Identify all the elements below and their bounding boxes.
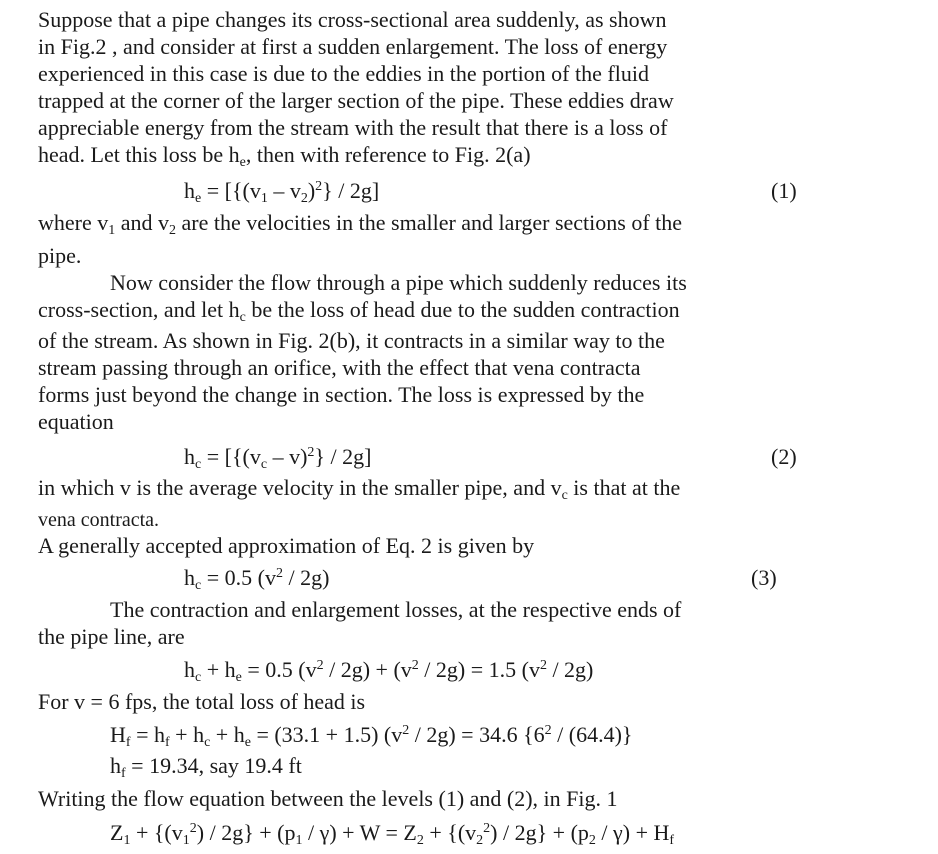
para2-line3: of the stream. As shown in Fig. 2(b), it contracts in a similar way to the	[38, 328, 665, 353]
where-line1: where $v_1$ and $v_2$ are the velocities in the smaller and larger sections of the	[38, 210, 683, 238]
para1-line5: appreciable energy from the stream with the result that there is a loss of	[38, 115, 668, 140]
for-v-line: For v = 6 fps, the total loss of head is	[38, 689, 366, 714]
writing-line: Writing the flow equation between the levels (1) and (2), in Fig. 1	[38, 786, 618, 811]
equation-5: $H_f = h_f + h_c + h_e = (33.1 + 1.5)$ $(v^2 / 2g) = 34.6$ $\{6^2 / (64.4)\}$	[110, 722, 633, 750]
equation-2: $h_c = [\{(v_c - v)^2\} / 2g]$	[184, 444, 372, 472]
inwhich-line1: in which v is the average velocity in the smaller pipe, and $v_c$ is that at the	[38, 475, 681, 503]
para1-line3: experienced in this case is due to the eddies in the portion of the fluid	[38, 61, 649, 86]
para2-line1: Now consider the flow through a pipe which suddenly reduces its	[110, 270, 687, 295]
para2-line2: cross-section, and let $h_c$ be the loss of head due to the sudden contraction	[38, 297, 680, 325]
para2-line6: equation	[38, 409, 114, 434]
equation-3-number: (3)	[751, 565, 777, 590]
equation-3: $h_c = 0.5$ $(v^2 / 2g)$	[184, 565, 330, 593]
para2-line4: stream passing through an orifice, with the effect that vena contracta	[38, 355, 641, 380]
para1-line1: Suppose that a pipe changes its cross-sectional area suddenly, as shown	[38, 7, 667, 32]
approx-line: A generally accepted approximation of Eq. 2 is given by	[38, 533, 535, 558]
para1-line2: in Fig.2 , and consider at first a sudden enlargement. The loss of energy	[38, 34, 668, 59]
para2-line5: forms just beyond the change in section. The loss is expressed by the	[38, 382, 645, 407]
para1-line6: head. Let this loss be $h_e$, then with reference to Fig. 2(a)	[38, 142, 531, 170]
equation-7: $Z_1 + \{(v_1^2) / 2g\} + (p_1 / \gamma) + W = Z_2 + \{(v_2^2) / 2g\} + (p_2 / \gamma) + H_f$	[110, 820, 675, 848]
equation-4: $h_c + h_e = 0.5$ $(v^2 / 2g) + (v^2 / 2g) = 1.5$ $(v^2 / 2g)$	[184, 657, 594, 685]
para3-line1: The contraction and enlargement losses, at the respective ends of	[110, 597, 682, 622]
para1-line4: trapped at the corner of the larger section of the pipe. These eddies draw	[38, 88, 674, 113]
equation-1-number: (1)	[771, 178, 797, 203]
inwhich-line2: vena contracta.	[38, 509, 160, 531]
equation-6: $h_f = 19.34$, say 19.4 ft	[110, 753, 302, 781]
equation-2-number: (2)	[771, 444, 797, 469]
where-line2: pipe.	[38, 243, 82, 268]
para3-line2: the pipe line, are	[38, 624, 185, 649]
equation-1: $h_e = [\{(v_1 - v_2)^2\} / 2g]$	[184, 178, 380, 206]
